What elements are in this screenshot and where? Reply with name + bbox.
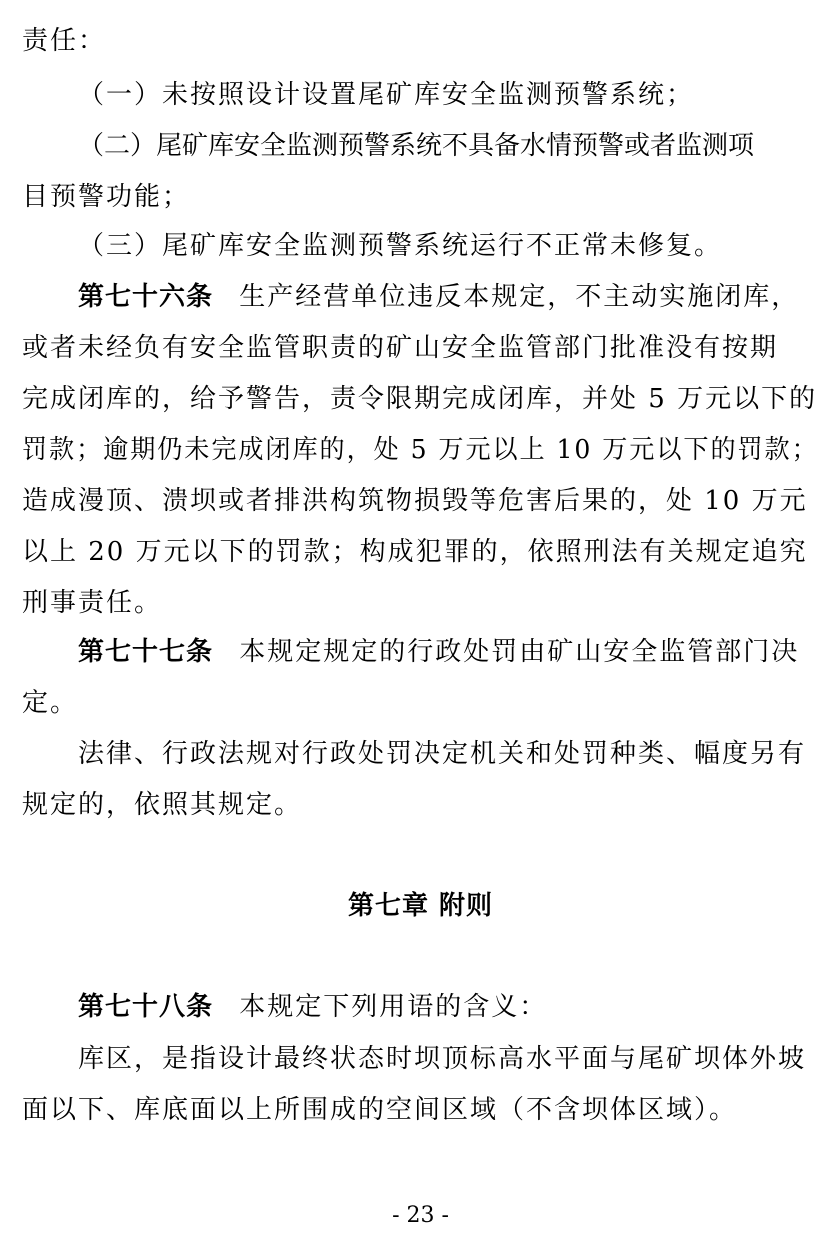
- article-76-first-line: [78, 284, 799, 310]
- text-line: 罚款；逾期仍未完成闭库的，处 5 万元以上 10 万元以下的罚款；: [22, 435, 819, 465]
- article-77-heading: 第七十七条: [78, 637, 214, 667]
- text-line: 库区，是指设计最终状态时坝顶标高水平面与尾矿坝体外坡: [78, 1044, 807, 1074]
- text-line: 目预警功能；: [22, 182, 191, 212]
- text-line: （三）尾矿库安全监测预警系统运行不正常未修复。: [78, 231, 723, 261]
- article-76-text: 生产经营单位违反本规定，不主动实施闭库，: [239, 282, 800, 312]
- article-78-first-line: [78, 994, 547, 1020]
- text-line: （二）尾矿库安全监测预警系统不具备水情预警或者监测项: [78, 131, 755, 161]
- text-line: 或者未经负有安全监管职责的矿山安全监管部门批准没有按期: [22, 333, 779, 363]
- article-78-heading: 第七十八条: [78, 992, 214, 1022]
- chapter-heading: 第七章 附则: [347, 891, 494, 921]
- text-line: 造成漫顶、溃坝或者排洪构筑物损毁等危害后果的，处 10 万元: [22, 486, 808, 516]
- article-77-first-line: [78, 639, 799, 665]
- article-78-text: 本规定下列用语的含义：: [239, 992, 548, 1022]
- text-line: 以上 20 万元以下的罚款；构成犯罪的，依照刑法有关规定追究: [22, 537, 808, 567]
- text-line: 定。: [22, 688, 79, 718]
- text-line: （一）未按照设计设置尾矿库安全监测预警系统；: [78, 80, 695, 110]
- text-line: 刑事责任。: [22, 588, 163, 618]
- article-77-text: 本规定规定的行政处罚由矿山安全监管部门决: [239, 637, 800, 667]
- article-76-heading: 第七十六条: [78, 282, 214, 312]
- text-line: 规定的，依照其规定。: [22, 790, 303, 820]
- text-line: 完成闭库的，给予警告，责令限期完成闭库，并处 5 万元以下的: [22, 384, 818, 414]
- page-number: - 23 -: [392, 1203, 449, 1228]
- text-line: 法律、行政法规对行政处罚决定机关和处罚种类、幅度另有: [78, 739, 807, 769]
- text-line: 面以下、库底面以上所围成的空间区域（不含坝体区域）。: [22, 1095, 738, 1125]
- text-line: 责任：: [22, 26, 107, 56]
